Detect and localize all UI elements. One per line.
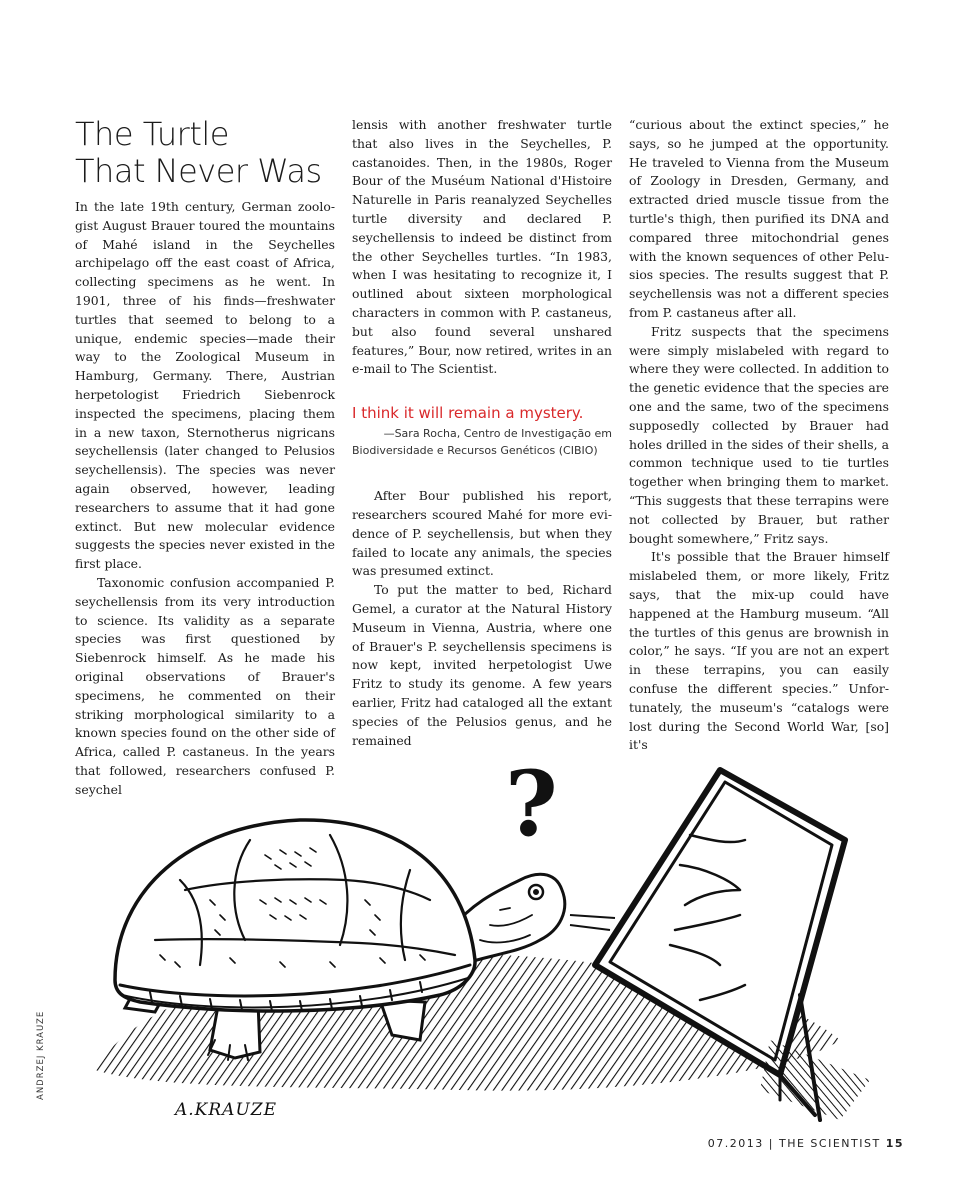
paragraph: After Bour published his report, researchers scoured Mahé for more evidence of P. seychellensis, but when they failed to locate any animals, the species was presumed extinct. [352, 488, 612, 579]
article-column-2 [352, 116, 612, 750]
issue-label: 07.2013 | THE SCIENTIST [707, 1137, 881, 1150]
turtle-mirror-illustration [80, 740, 900, 1130]
gaze-lines [570, 915, 615, 930]
pull-quote-text: I think it will remain a mystery. [352, 404, 584, 423]
paragraph: Taxonomic confusion accompanied P. seychellensis from its very introduction to science. Its validity as a separate species was first questioned by Siebenrock himself. As he made his original observations of Brauer's specimens, he commented on their striking morphological similarity to a known species found on the other side of Africa, called P. castaneus. In the years that followed, researchers confused P. seychel [75, 574, 335, 797]
paragraph: It's possible that the Brauer himself mislabeled them, or more likely, Fritz says, that the mix-up could have happened at the Hamburg museum. “All the turtles of this genus are brownish in color,” he says. “If you are not an expert in these terrapins, you can easily confuse the different species.” Unfortunately, the museum's “catalogs were lost during the Second World War, [so] it's [629, 549, 889, 753]
paragraph: In the late 19th century, German zoologist August Brauer toured the mountains of Mahé island in the Seychelles archipelago off the east coast of Africa, collecting specimens as he went. In 1901, three of his finds—freshwater turtles that seemed to belong to a unique, endemic species—made their way to the Zoological Museum in Hamburg, Germany. There, Austrian herpetologist Friedrich Siebenrock inspected the specimens, placing them in a new taxon, Sternotherus nigricans seychellensis (later changed to Pelusios seychellensis). The species was never again observed, however, leading researchers to assume that it had gone extinct. But new molecular evidence suggests the species never existed in the first place. [75, 199, 335, 572]
paragraph: Fritz suspects that the specimens were simply mislabeled with regard to where they were collected. In addition to the genetic evidence that the species are one and the same, two of the specimens supposedly collected by Brauer had holes drilled in the sides of their shells, a common technique used to tie turtles together when bringing them to market. “This suggests that these terrapins were not collected by Brauer, but rather bought somewhere,” Fritz says. [629, 323, 889, 546]
article-column-3 [629, 116, 889, 755]
page-number: 15 [885, 1137, 904, 1150]
pull-quote-attribution: —Sara Rocha, Centro de Investigação em [383, 427, 612, 441]
paragraph: “curious about the extinct species,” he says, so he jumped at the opportunity. He traveled to Vienna from the Museum of Zoology in Dresden, Germany, and extracted dried muscle tissue from the turtle's thigh, then purified its DNA and compared three mitochondrial genes with the known sequences of other Pelusios species. The results suggest that P. seychellensis was not a different species from P. castaneus after all. [629, 117, 889, 320]
pull-quote [352, 403, 612, 459]
illustration-credit: ANDRZEJ KRAUZE [36, 1010, 46, 1100]
article-title [75, 116, 335, 190]
title-line-2: That Never Was [75, 152, 322, 190]
paragraph: lensis with another freshwater turtle that also lives in the Seychelles, P. castanoides. Then, in the 1980s, Roger Bour of the Muséum National d'Histoire Naturelle in Paris reanalyzed Seychelles turtle diversity and declared P. seychellensis to indeed be distinct from the other Seychelles turtles. “In 1983, when I was hesitating to recognize it, I outlined about sixteen morphological characters in common with P. castaneus, but also found several unshared features,” Bour, now retired, writes in an e-mail to The Scientist. [352, 117, 612, 377]
title-line-1: The Turtle [75, 115, 229, 153]
artist-signature: A.KRAUZE [175, 1100, 278, 1120]
article-column-1 [75, 116, 335, 800]
pull-quote-affiliation: Biodiversidade e Recursos Genéticos (CIBIO) [352, 444, 598, 458]
page-footer [708, 1137, 904, 1150]
paragraph: To put the matter to bed, Richard Gemel, a curator at the Natural History Museum in Vienna, Austria, where one of Brauer's P. seychellensis specimens is now kept, invited herpetologist Uwe Fritz to study its genome. A few years earlier, Fritz had cataloged all the extant species of the Pelusios genus, and he remained [352, 582, 612, 748]
question-mark-icon: ? [505, 751, 558, 857]
